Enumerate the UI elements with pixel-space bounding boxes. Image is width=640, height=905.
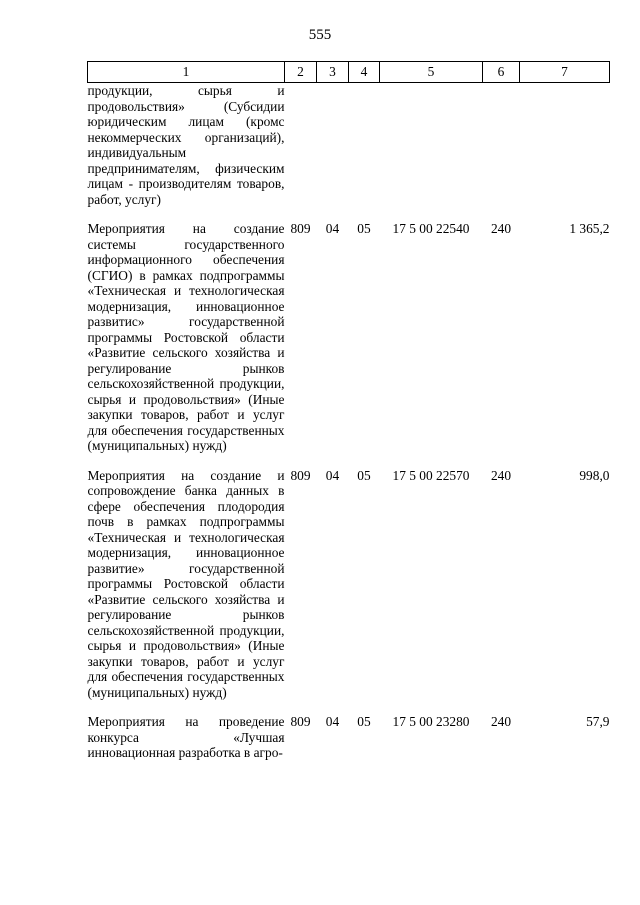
cell-target-article: 17 5 00 23280 (392, 714, 470, 729)
cell-ministry (285, 83, 317, 208)
column-header: 3 (317, 62, 349, 83)
column-header-row (88, 62, 610, 83)
cell-expense-type (483, 83, 520, 208)
table-row (88, 83, 610, 208)
page-number: 555 (308, 27, 332, 43)
cell-subsection (349, 83, 380, 208)
cell-subsection: 05 (357, 221, 371, 236)
cell-amount: 1 365,2 (569, 221, 610, 236)
column-header: 1 (88, 62, 285, 83)
cell-section: 04 (325, 714, 340, 729)
cell-section: 04 (325, 221, 340, 236)
cell-amount (520, 83, 610, 208)
cell-ministry: 809 (290, 714, 311, 729)
table-row (88, 468, 610, 701)
column-header: 5 (380, 62, 483, 83)
table-row (88, 714, 610, 761)
column-header: 4 (349, 62, 380, 83)
cell-expense-type: 240 (490, 714, 512, 729)
cell-amount: 998,0 (579, 467, 610, 483)
row-description: Мероприятия на создание системы государственного информационного обеспечения (СГИО) в рамках подпрограммы «Техническая и технологическая модернизация, инновационное развитис» государственной программы Ростовской области «Развитие сельского хозяйства и регулирование рынков сельскохозяйственной продукции, сырья и продовольствия» (Иные закупки товаров, работ и услуг для обеспечения государственных (муниципальных) нужд) (87, 221, 285, 453)
row-description: Мероприятия на создание и сопровождение банка данных в сфере обеспечения плодородия почв в рамках подпрограммы «Техническая и технологическая модернизация, инновационное развитие» государственной программы Ростовской области «Развитие сельского хозяйства и регулирование рынков сельскохозяйственной продукции, сырья и продовольствия» (Иные закупки товаров, работ и услуг для обеспечения государственных (муниципальных) нужд) (87, 467, 285, 700)
column-header: 2 (285, 62, 317, 83)
cell-ministry: 809 (290, 467, 311, 483)
cell-target-article: 17 5 00 22570 (392, 467, 470, 483)
budget-table (87, 61, 610, 761)
cell-subsection: 05 (357, 467, 371, 483)
cell-amount: 57,9 (586, 714, 610, 729)
cell-section: 04 (325, 467, 340, 483)
cell-subsection: 05 (357, 714, 371, 729)
row-description: продукции, сырья и продовольствия» (Субсидии юридическим лицам (кромс некоммерческих организаций), индивидуальным предпринимателям, физическим лицам - производителям товаров, работ, услуг) (87, 83, 285, 207)
cell-expense-type: 240 (490, 221, 512, 236)
cell-section (317, 83, 349, 208)
cell-target-article (380, 83, 483, 208)
row-description: Мероприятия на проведение конкурса «Лучшая инновационная разработка в агро- (87, 714, 285, 760)
cell-target-article: 17 5 00 22540 (392, 221, 470, 236)
column-header: 7 (520, 62, 610, 83)
cell-ministry: 809 (290, 221, 311, 236)
column-header: 6 (483, 62, 520, 83)
cell-expense-type: 240 (490, 467, 512, 483)
table-row (88, 221, 610, 454)
